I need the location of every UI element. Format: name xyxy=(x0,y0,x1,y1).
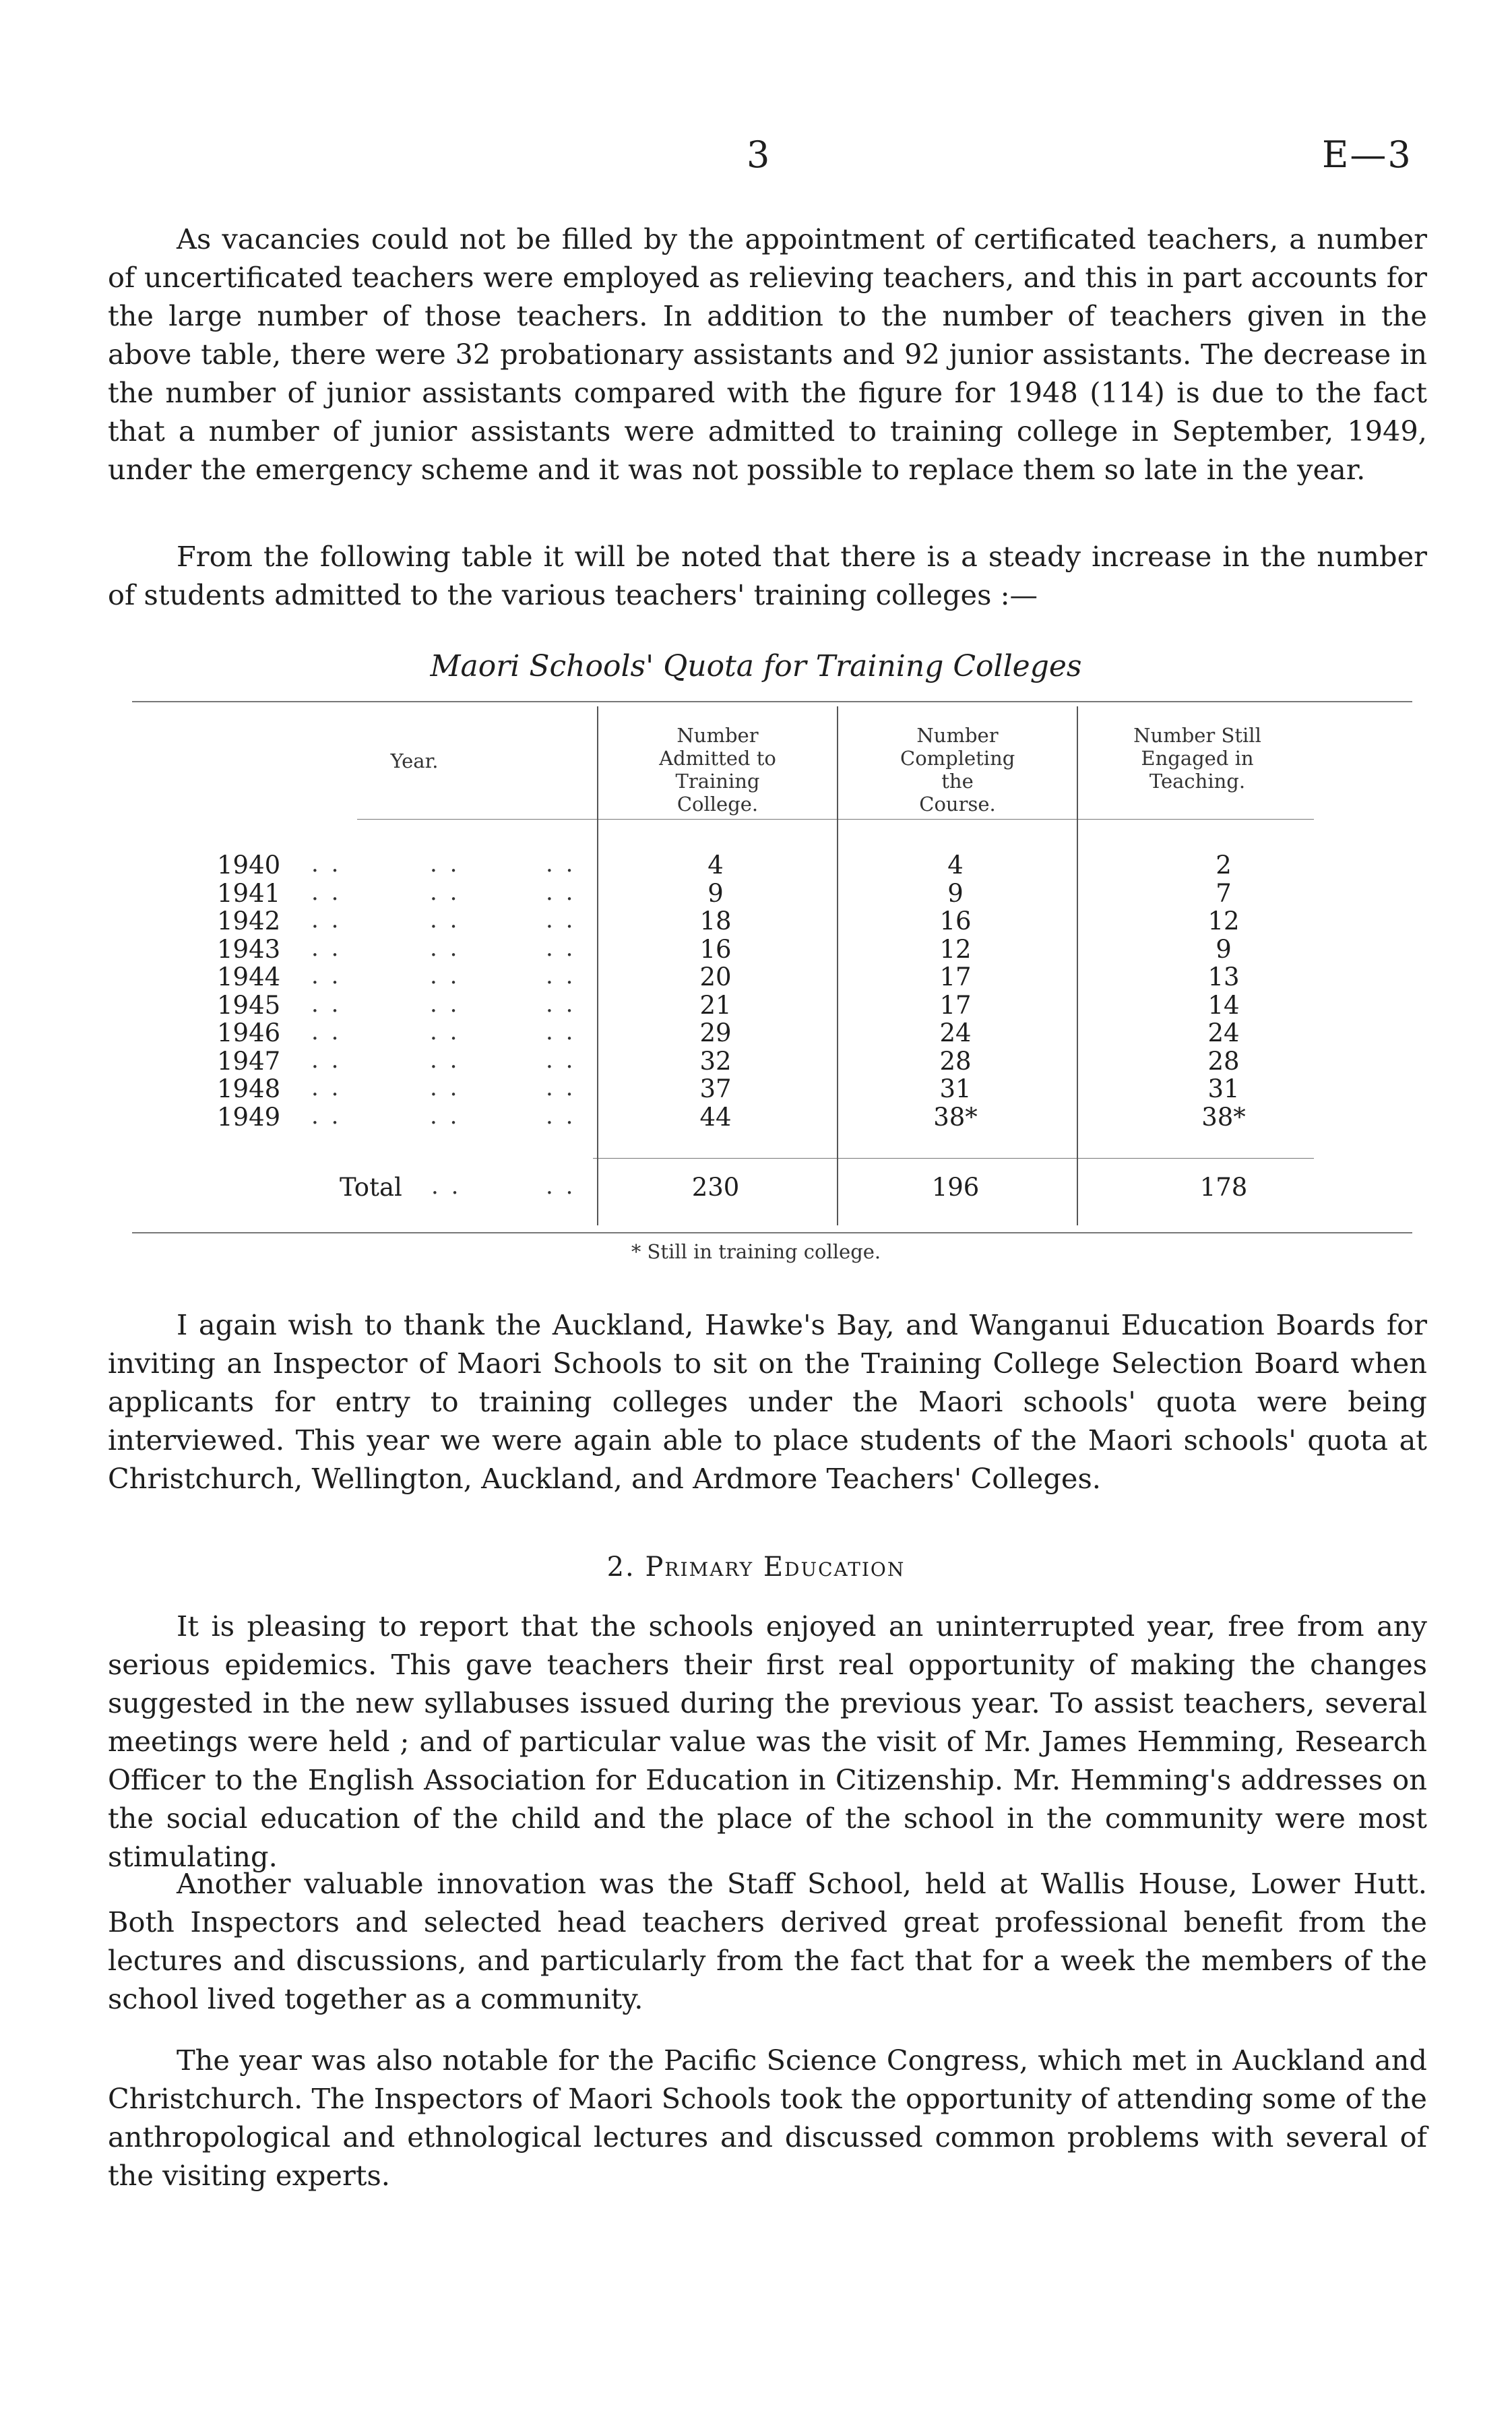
row-completing: 4 xyxy=(947,851,964,880)
total-leader-dots: . . xyxy=(431,1173,462,1200)
row-leader-dots: . . xyxy=(546,1102,576,1130)
row-admitted: 21 xyxy=(699,990,732,1020)
row-year: 1942 xyxy=(217,907,281,936)
row-engaged: 28 xyxy=(1207,1046,1240,1076)
total-completing: 196 xyxy=(931,1173,980,1202)
row-engaged: 13 xyxy=(1207,962,1240,991)
row-leader-dots: . . xyxy=(430,1046,460,1074)
row-completing: 17 xyxy=(939,962,972,991)
row-year: 1949 xyxy=(217,1102,281,1132)
paragraph-science-congress: The year was also notable for the Pacific Science Congress, which met in Auckland and Christchurch. The Inspectors of Maori Schools took the opportunity of attending some of the anthropological and ethnological lectures and discussed common problems with several of the visiting experts. xyxy=(108,2044,1427,2192)
row-year: 1945 xyxy=(217,990,281,1020)
row-completing: 28 xyxy=(939,1046,972,1076)
header-engaged: Number Still Engaged in Teaching. xyxy=(1133,724,1261,793)
row-leader-dots: . . xyxy=(546,1018,576,1045)
paragraph-primary-education: It is pleasing to report that the schools enjoyed an uninterrupted year, free from any serious epidemics. This gave teachers their first real opportunity of making the changes suggested in the new syllabuses issued during the previous year. To assist teachers, several meetings were held ; and of particular value was the visit of Mr. James Hemming, Research Officer to the English Association for Education in Citizenship. Mr. Hemming's addresses on the social education of the child and the place of the school in the community were most stimulating. xyxy=(108,1610,1427,1873)
row-admitted: 20 xyxy=(699,962,732,991)
row-engaged: 9 xyxy=(1216,934,1232,964)
row-leader-dots: . . xyxy=(430,878,460,906)
table-divider-1 xyxy=(597,706,598,1225)
row-engaged: 31 xyxy=(1207,1074,1240,1103)
row-leader-dots: . . xyxy=(311,851,342,878)
row-admitted: 18 xyxy=(699,907,732,936)
row-completing: 16 xyxy=(939,907,972,936)
row-leader-dots: . . xyxy=(311,907,342,934)
row-leader-dots: . . xyxy=(546,907,576,934)
row-leader-dots: . . xyxy=(546,1074,576,1101)
total-leader-dots: . . xyxy=(546,1173,576,1200)
row-leader-dots: . . xyxy=(430,907,460,934)
row-leader-dots: . . xyxy=(311,1074,342,1101)
row-leader-dots: . . xyxy=(546,878,576,906)
table-footnote: * Still in training college. xyxy=(631,1240,881,1263)
row-leader-dots: . . xyxy=(430,1102,460,1130)
row-admitted: 16 xyxy=(699,934,732,964)
table-top-rule xyxy=(132,701,1412,702)
row-engaged: 12 xyxy=(1207,907,1240,936)
header-completing: Number Completing the Course. xyxy=(900,724,1015,816)
row-engaged: 38* xyxy=(1201,1102,1246,1132)
row-engaged: 2 xyxy=(1216,851,1232,880)
table-divider-2 xyxy=(837,706,838,1225)
paragraph-thanks: I again wish to thank the Auckland, Hawke's Bay, and Wanganui Education Boards for inviting an Inspector of Maori Schools to sit on the Training College Selection Board when applicants for entry to training colleges under the Maori schools' quota were being interviewed. This year we were again able to place students of the Maori schools' quota at Christchurch, Wellington, Auckland, and Ardmore Teachers' Colleges. xyxy=(108,1308,1427,1495)
row-leader-dots: . . xyxy=(430,1018,460,1045)
paragraph-vacancies: As vacancies could not be filled by the appointment of certificated teachers, a number of uncertificated teachers were employed as relieving teachers, and this in part accounts for the large number of those teachers. In addition to the number of teachers given in the above table, there were 32 probationary assistants and 92 junior assistants. The decrease in the number of junior assistants compared with the figure for 1948 (114) is due to the fact that a number of junior assistants were admitted to training college in September, 1949, under the emergency scheme and it was not possible to replace them so late in the year. xyxy=(108,222,1427,486)
document-code: E—3 xyxy=(1322,133,1412,176)
row-admitted: 44 xyxy=(699,1102,732,1132)
row-leader-dots: . . xyxy=(311,934,342,962)
total-label: Total xyxy=(340,1173,402,1202)
header-admitted: Number Admitted to Training College. xyxy=(659,724,776,816)
paragraph-table-intro: From the following table it will be noted that there is a steady increase in the number of students admitted to the various teachers' training colleges :— xyxy=(108,540,1427,611)
row-leader-dots: . . xyxy=(430,1074,460,1101)
table-bottom-rule xyxy=(132,1232,1412,1233)
row-completing: 31 xyxy=(939,1074,972,1103)
table-total-rule xyxy=(593,1158,1314,1159)
section-heading: 2. Primary Education xyxy=(606,1552,906,1583)
table-divider-3 xyxy=(1077,706,1078,1225)
total-admitted: 230 xyxy=(691,1173,740,1202)
row-completing: 38* xyxy=(933,1102,978,1132)
row-leader-dots: . . xyxy=(311,1102,342,1130)
row-completing: 12 xyxy=(939,934,972,964)
row-year: 1947 xyxy=(217,1046,281,1076)
row-year: 1948 xyxy=(217,1074,281,1103)
row-leader-dots: . . xyxy=(546,1046,576,1074)
row-leader-dots: . . xyxy=(430,962,460,989)
row-leader-dots: . . xyxy=(311,1018,342,1045)
row-engaged: 14 xyxy=(1207,990,1240,1020)
paragraph-staff-school: Another valuable innovation was the Staff School, held at Wallis House, Lower Hutt. Both Inspectors and selected head teachers derived great professional benefit from the lectures and discussions, and particularly from the fact that for a week the members of the school lived together as a community. xyxy=(108,1867,1427,2015)
row-year: 1946 xyxy=(217,1018,281,1047)
row-leader-dots: . . xyxy=(430,851,460,878)
row-year: 1944 xyxy=(217,962,281,991)
table-title: Maori Schools' Quota for Training Colleges xyxy=(430,649,1082,683)
row-leader-dots: . . xyxy=(546,990,576,1018)
row-leader-dots: . . xyxy=(546,851,576,878)
row-leader-dots: . . xyxy=(311,878,342,906)
row-leader-dots: . . xyxy=(430,990,460,1018)
row-leader-dots: . . xyxy=(546,934,576,962)
row-leader-dots: . . xyxy=(311,990,342,1018)
table-header-rule xyxy=(357,819,1314,820)
row-admitted: 32 xyxy=(699,1046,732,1076)
row-year: 1943 xyxy=(217,934,281,964)
row-admitted: 9 xyxy=(707,878,724,908)
row-engaged: 7 xyxy=(1216,878,1232,908)
row-admitted: 37 xyxy=(699,1074,732,1103)
total-engaged: 178 xyxy=(1199,1173,1248,1202)
row-engaged: 24 xyxy=(1207,1018,1240,1047)
header-year: Year. xyxy=(390,750,439,772)
row-admitted: 4 xyxy=(707,851,724,880)
page-number: 3 xyxy=(747,133,770,176)
row-leader-dots: . . xyxy=(430,934,460,962)
row-admitted: 29 xyxy=(699,1018,732,1047)
row-leader-dots: . . xyxy=(311,962,342,989)
row-year: 1941 xyxy=(217,878,281,908)
row-completing: 24 xyxy=(939,1018,972,1047)
row-leader-dots: . . xyxy=(546,962,576,989)
row-leader-dots: . . xyxy=(311,1046,342,1074)
row-completing: 9 xyxy=(947,878,964,908)
row-completing: 17 xyxy=(939,990,972,1020)
row-year: 1940 xyxy=(217,851,281,880)
